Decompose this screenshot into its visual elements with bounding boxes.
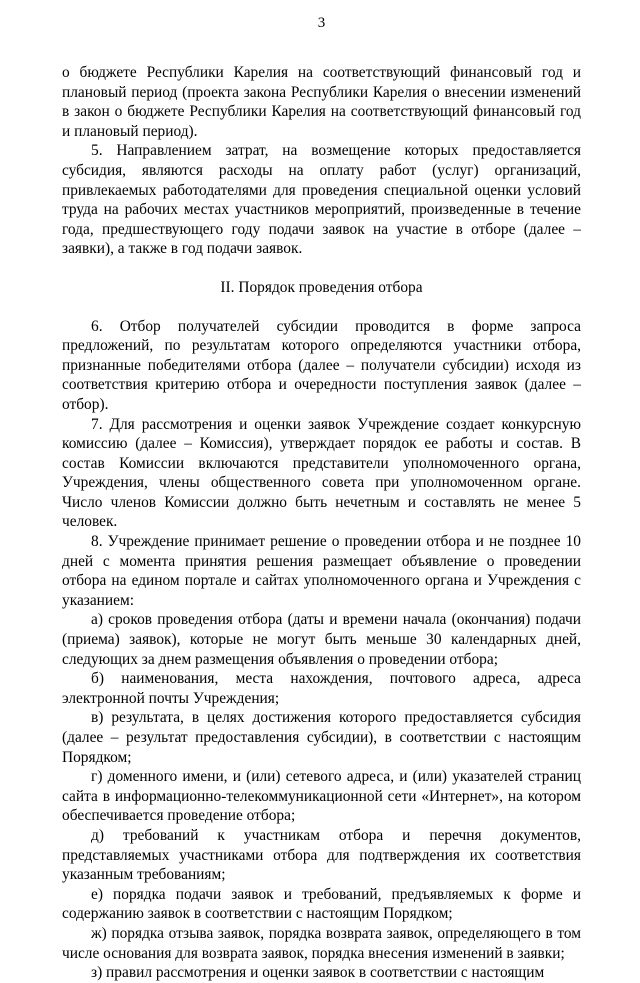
list-item-a: а) сроков проведения отбора (даты и времени начала (окончания) подачи (приема) заявок), которые не могут быть меньше 30 календарных дней, следующих за днем размещения объявления о проведении отбора; [62, 611, 581, 668]
paragraph-8: 8. Учреждение принимает решение о проведении отбора и не позднее 10 дней с момента принятия решения размещает объявление о проведении отбора на едином портале и сайтах уполномоченного органа и Учреждения с указанием: [62, 533, 581, 609]
document-body [62, 63, 581, 983]
section-title: II. Порядок проведения отбора [220, 278, 423, 296]
list-item-d: д) требований к участникам отбора и перечня документов, представляемых участниками отбора для подтверждения их соответствия указанным требованиям; [62, 826, 581, 884]
list-item-e: е) порядка подачи заявок и требований, предъявляемых к форме и содержанию заявок в соответствии с настоящим Порядком; [62, 885, 581, 923]
page-number: 3 [317, 15, 326, 31]
paragraph-5: 5. Направлением затрат, на возмещение которых предоставляется субсидия, являются расходы на оплату работ (услуг) организаций, привлекаемых работодателями для проведения специальной оценки условий труда на рабочих местах участников мероприятий, произведенные в течение года, предшествующего году подачи заявок на участие в отборе (далее – заявки), а также в год подачи заявок. [62, 142, 581, 258]
list-item-g: г) доменного имени, и (или) сетевого адреса, и (или) указателей страниц сайта в информационно-телекоммуникационной сети «Интернет», на котором обеспечивается проведение отбора; [62, 768, 581, 825]
list-item-b: б) наименования, места нахождения, почтового адреса, адреса электронной почты Учреждения; [62, 670, 581, 707]
continuation-paragraph: о бюджете Республики Карелия на соответствующий финансовый год и плановый период (проекта закона Республики Карелия о внесении изменений в закон о бюджете Республики Карелия на соответствующий финансовый год и плановый период). [62, 64, 581, 140]
paragraph-6: 6. Отбор получателей субсидии проводится в форме запроса предложений, по результатам которого определяются участники отбора, признанные победителями отбора (далее – получатели субсидии) исходя из соответствия критерию отбора и очередности поступления заявок (далее – отбор). [62, 317, 581, 413]
list-item-z: з) правил рассмотрения и оценки заявок в соответствии с настоящим [91, 964, 545, 982]
paragraph-7: 7. Для рассмотрения и оценки заявок Учреждение создает конкурсную комиссию (далее – Комиссия), утверждает порядок ее работы и состав. В состав Комиссии включаются представители уполномоченного органа, Учреждения, члены общественного совета при уполномоченном органе. Число членов Комиссии должно быть нечетным и составлять не менее 5 человек. [62, 415, 581, 531]
list-item-zh: ж) порядка отзыва заявок, порядка возврата заявок, определяющего в том числе основания для возврата заявок, порядка внесения изменений в заявки; [62, 924, 581, 962]
list-item-v: в) результата, в целях достижения которого предоставляется субсидия (далее – результат предоставления субсидии), в соответствии с настоящим Порядком; [62, 709, 581, 766]
